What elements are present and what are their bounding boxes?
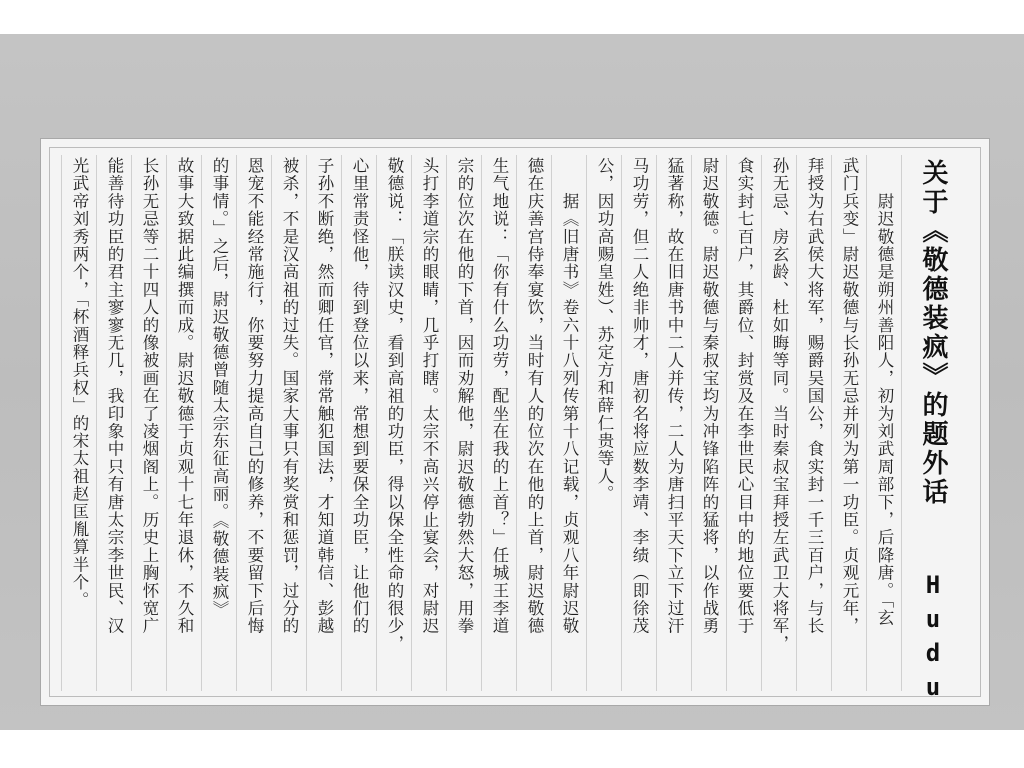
- article-title: 关于《敬德装疯》的题外话: [918, 159, 948, 507]
- text-column: 猛著称，故在旧唐书中二人并传，二人为唐扫平天下立下过汗: [665, 157, 684, 635]
- text-column: 头打李道宗的眼睛，几乎打瞎。太宗不高兴停止宴会，对尉迟: [420, 157, 439, 635]
- text-column: 心里常责怪他，待到登位以来，常想到要保全功臣，让他们的: [350, 157, 369, 635]
- text-column: 能善待功臣的君主寥寥无几，我印象中只有唐太宗李世民、汉: [105, 157, 124, 635]
- text-column: 尉迟敬德是朔州善阳人，初为刘武周部下，后降唐。「玄: [875, 157, 894, 627]
- text-column: 尉迟敬德。尉迟敬德与秦叔宝均为冲锋陷阵的猛将，以作战勇: [700, 157, 719, 635]
- text-column: 恩宠不能经常施行，你要努力提高自己的修养，不要留下后悔: [245, 157, 264, 635]
- column-divider: [551, 155, 552, 691]
- text-column: 生气地说：「你有什么功劳，配坐在我的上首？」任城王李道: [490, 157, 509, 635]
- column-divider: [131, 155, 132, 691]
- column-divider: [726, 155, 727, 691]
- column-divider: [691, 155, 692, 691]
- column-divider: [236, 155, 237, 691]
- text-column: 拜授为右武侯大将军，赐爵吴国公，食实封一千三百户，与长: [805, 157, 824, 635]
- column-divider: [901, 155, 902, 691]
- text-column: 食实封七百户，其爵位、封赏及在李世民心目中的地位要低于: [735, 157, 754, 635]
- column-divider: [96, 155, 97, 691]
- column-divider: [586, 155, 587, 691]
- text-column: 宗的位次在他的下首，因而劝解他，尉迟敬德勃然大怒，用拳: [455, 157, 474, 635]
- column-divider: [306, 155, 307, 691]
- text-column: 敬德说：「朕读汉史，看到高祖的功臣，得以保全性命的很少，: [385, 157, 404, 653]
- text-column: 故事大致据此编撰而成。尉迟敬德于贞观十七年退休，不久和: [175, 157, 194, 635]
- column-divider: [201, 155, 202, 691]
- text-column: 武门兵变」尉迟敬德与长孙无忌并列为第一功臣。贞观元年，: [840, 157, 859, 635]
- text-column: 光武帝刘秀两个，「杯酒释兵权」的宋太祖赵匡胤算半个。: [70, 157, 89, 609]
- text-column: 据《旧唐书》卷六十八列传第十八记载，贞观八年尉迟敬: [560, 157, 579, 635]
- column-divider: [271, 155, 272, 691]
- article-author: Hudu: [919, 571, 947, 707]
- column-divider: [446, 155, 447, 691]
- column-divider: [516, 155, 517, 691]
- column-divider: [866, 155, 867, 691]
- text-column: 孙无忌、房玄龄、杜如晦等同。当时秦叔宝拜授左武卫大将军，: [770, 157, 789, 653]
- column-divider: [376, 155, 377, 691]
- column-divider: [411, 155, 412, 691]
- column-divider: [796, 155, 797, 691]
- column-divider: [166, 155, 167, 691]
- column-divider: [481, 155, 482, 691]
- text-column: 公，因功高赐皇姓）、苏定方和薛仁贵等人。: [595, 157, 614, 503]
- column-divider: [761, 155, 762, 691]
- gray-background-band: [0, 34, 1024, 730]
- text-column: 德在庆善宫侍奉宴饮，当时有人的位次在他的上首，尉迟敬德: [525, 157, 544, 635]
- text-column: 马功劳，但二人绝非帅才，唐初名将应数李靖、李绩（即徐茂: [630, 157, 649, 635]
- text-column: 子孙不断绝，然而卿任官，常常触犯国法，才知道韩信、彭越: [315, 157, 334, 635]
- text-column: 长孙无忌等二十四人的像被画在了凌烟阁上。历史上胸怀宽广: [140, 157, 159, 635]
- text-column: 的事情。」之后，尉迟敬德曾随太宗东征高丽。《敬德装疯》: [210, 157, 229, 619]
- column-divider: [656, 155, 657, 691]
- text-column: 被杀，不是汉高祖的过失。国家大事只有奖赏和惩罚，过分的: [280, 157, 299, 635]
- column-divider: [621, 155, 622, 691]
- column-divider: [61, 155, 62, 691]
- article-paper: [40, 138, 990, 706]
- column-divider: [831, 155, 832, 691]
- column-divider: [341, 155, 342, 691]
